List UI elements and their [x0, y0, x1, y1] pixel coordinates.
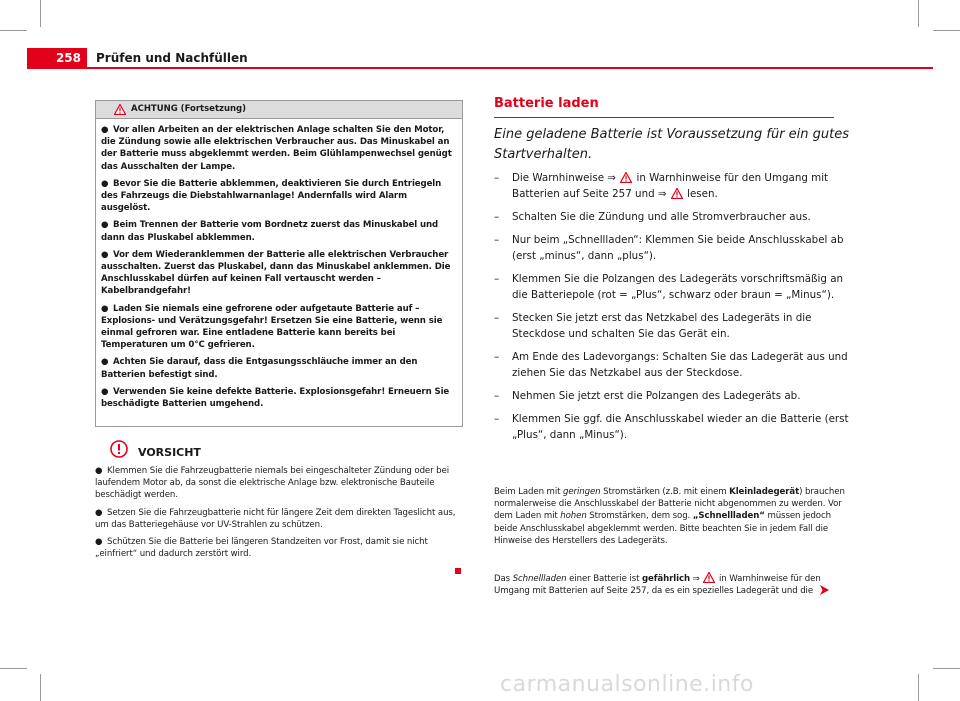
step-item: – Am Ende des Ladevorgangs: Schalten Sie das Ladegerät aus und ziehen Sie das Netzkabel aus der Steckdose.: [494, 351, 848, 379]
caution-body: [95, 465, 465, 565]
caution-item: ● Schützen Sie die Batterie bei längeren Standzeiten vor Frost, damit sie nicht „einfriert“ und dadurch zerstört wird.: [95, 537, 428, 560]
crop-mark: [933, 30, 960, 31]
crop-mark: [918, 0, 919, 27]
crop-mark: [933, 668, 960, 669]
fast-charge-note: Das Schnellladen einer Batterie ist gefährlich ⇒ in Warnhinweise für den Umgang mit Batterien auf Seite 257, da es ein spezielles Ladegerät und die: [494, 572, 854, 597]
caution-icon: [110, 440, 128, 458]
caution-heading: VORSICHT: [138, 446, 201, 459]
step-item: – Stecken Sie jetzt erst das Netzkabel des Ladegeräts in die Steckdose und schalten Sie das Gerät ein.: [494, 312, 812, 340]
step-list: [494, 170, 854, 450]
warning-item: ● Bevor Sie die Batterie abklemmen, deaktivieren Sie durch Entriegeln des Fahrzeugs die Diebstahlwarnanlage! Andernfalls wird Alarm ausgelöst.: [101, 178, 442, 214]
warning-item: ● Vor dem Wiederanklemmen der Batterie alle elektrischen Verbraucher ausschalten. Zuerst das Pluskabel, dann das Minuskabel anklemmen. Die Anschlusskabel dürfen auf keinen Fall vertauscht werden – Kabelbrandgefahr!: [101, 249, 451, 297]
page-header-title: Prüfen und Nachfüllen: [96, 51, 248, 65]
crop-mark: [40, 674, 41, 701]
warning-item: ● Vor allen Arbeiten an der elektrischen Anlage schalten Sie den Motor, die Zündung sowie alle elektrischen Verbraucher aus. Das Minuskabel an der Batterie muss abgeklemmt werden. Beim Glühlampenwechsel genügt das Ausschalten der Lampe.: [101, 125, 452, 172]
continue-arrow-icon: [820, 585, 829, 595]
warning-box: [95, 100, 463, 427]
watermark: carmanualsonline.info: [500, 672, 754, 697]
warning-triangle-icon: [703, 572, 715, 583]
step-item: – Nehmen Sie jetzt erst die Polzangen des Ladegeräts ab.: [494, 390, 801, 402]
crop-mark: [0, 30, 27, 31]
warning-item: ● Laden Sie niemals eine gefrorene oder aufgetaute Batterie auf – Explosions- und Verätzungsgefahr! Ersetzen Sie eine Batterie, wenn sie einmal gefroren war. Eine entladene Batterie kann bereits bei Temperaturen um 0°C gefrieren.: [101, 303, 443, 351]
crop-mark: [40, 0, 41, 27]
warning-heading: [96, 101, 462, 119]
step-item: – Schalten Sie die Zündung und alle Stromverbraucher aus.: [494, 211, 811, 223]
step-item: – Klemmen Sie die Polzangen des Ladegeräts vorschriftsmäßig an die Batteriepole (rot = „Plus“, schwarz oder braun = „Minus“).: [494, 273, 844, 301]
warning-triangle-icon: [671, 188, 683, 199]
charging-note: Beim Laden mit geringen Stromstärken (z.B. mit einem Kleinladegerät) brauchen normalerweise die Anschlusskabel der Batterie nicht abgenommen zu werden. Vor dem Laden mit hohen Stromstärken, dem sog. „Schnellladen“ müssen jedoch beide Anschlusskabel abgeklemmt werden. Bitte beachten Sie in jedem Fall die Hinweise des Herstellers des Ladegeräts.: [494, 487, 845, 546]
section-lead: Eine geladene Batterie ist Voraussetzung für ein gutes Startverhalten.: [494, 127, 850, 162]
crop-mark: [918, 674, 919, 701]
warning-heading-text: ACHTUNG (Fortsetzung): [131, 104, 247, 114]
warning-item: ● Beim Trennen der Batterie vom Bordnetz zuerst das Minuskabel und dann das Pluskabel abklemmen.: [101, 220, 439, 243]
crop-mark: [0, 668, 27, 669]
warning-triangle-icon: [114, 104, 126, 115]
section-rule: [494, 117, 834, 118]
caution-item: ● Klemmen Sie die Fahrzeugbatterie niemals bei eingeschalteter Zündung oder bei laufendem Motor ab, da sonst die elektrische Anlage bzw. elektronische Bauteile beschädigt werden.: [95, 466, 450, 501]
step-item: – Die Warnhinweise ⇒ in Warnhinweise für den Umgang mit Batterien auf Seite 257 und ⇒ lesen.: [494, 172, 829, 200]
section-end-marker: [455, 568, 461, 574]
section-title: Batterie laden: [494, 96, 599, 111]
warning-triangle-icon: [620, 172, 632, 183]
page-number: 258: [27, 48, 87, 68]
warning-item: ● Achten Sie darauf, dass die Entgasungsschläuche immer an den Batterien befestigt sind.: [101, 357, 418, 380]
header-rule: [27, 67, 933, 69]
warning-body: [96, 119, 462, 410]
warning-item: ● Verwenden Sie keine defekte Batterie. Explosionsgefahr! Erneuern Sie beschädigte Batterien umgehend.: [101, 386, 450, 410]
step-item: – Klemmen Sie ggf. die Anschlusskabel wieder an die Batterie (erst „Plus“, dann „Minus“).: [494, 413, 849, 441]
step-item: – Nur beim „Schnellladen“: Klemmen Sie beide Anschlusskabel ab (erst „minus“, dann „plus“).: [494, 234, 844, 262]
caution-item: ● Setzen Sie die Fahrzeugbatterie nicht für längere Zeit dem direkten Tageslicht aus, um das Batteriegehäuse vor UV-Strahlen zu schützen.: [95, 507, 456, 530]
